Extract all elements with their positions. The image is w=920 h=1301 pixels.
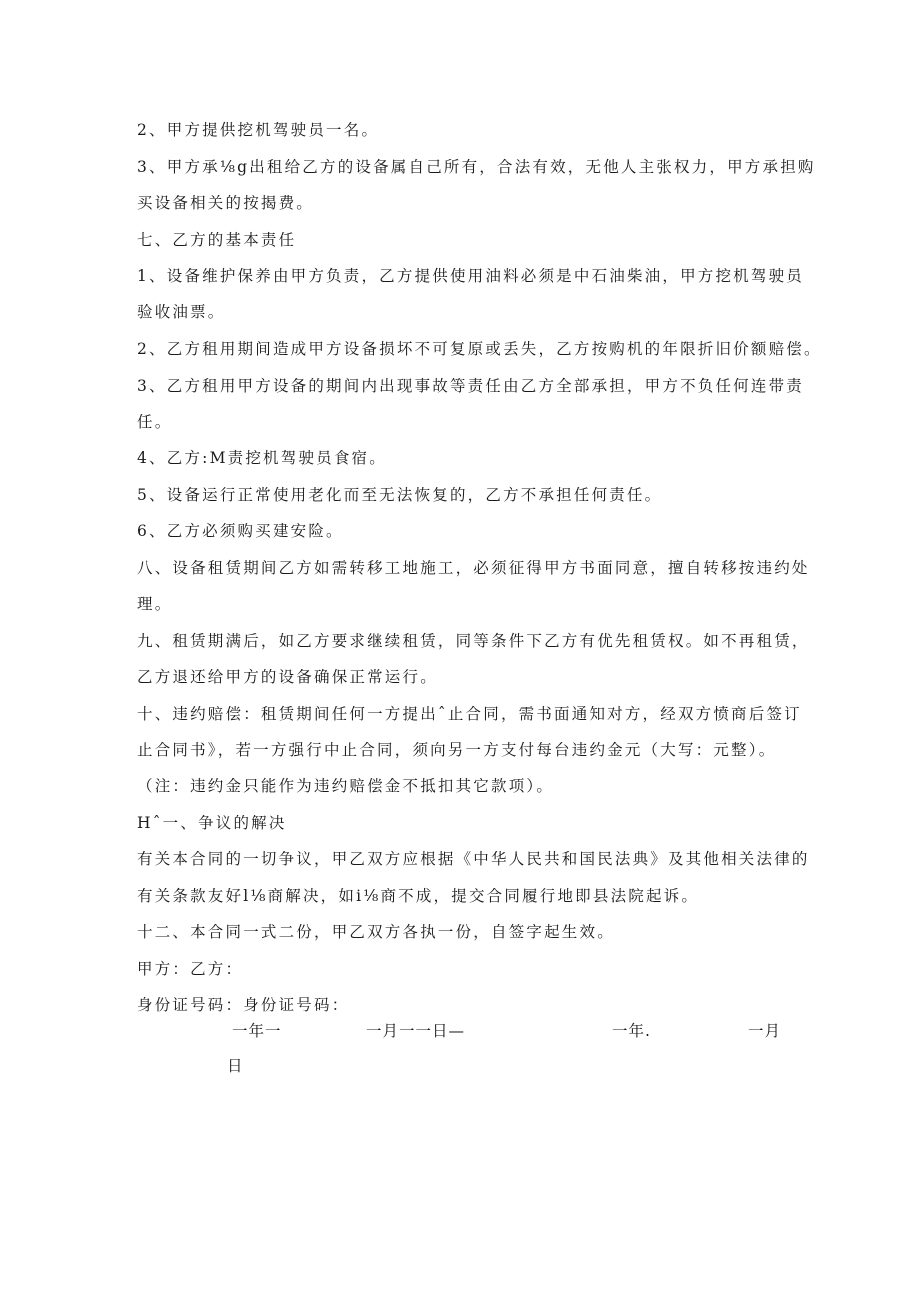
clause-party-b-4: 4、乙方:M责挖机驾驶员食宿。 [137,449,387,467]
section-7-heading: 七、乙方的基本责任 [137,231,297,249]
section-8-transfer-cont: 理。 [137,595,173,613]
section-10-breach-cont: 止合同书》，若一方强行中止合同，须向另一方支付每台违约金元（大写：元整）。 [137,741,777,759]
clause-7-3-ownership: 3、甲方承⅛g出租给乙方的设备属自己所有，合法有效，无他人主张权力，甲方承担购 [137,158,816,176]
signature-parties: 甲方：乙方： [137,960,244,978]
clause-party-b-1: 1、设备维护保养由甲方负责，乙方提供使用油料必须是中石油柴油，甲方挖机驾驶员 [137,267,804,285]
section-9-renewal: 九、租赁期满后，如乙方要求继续租赁，同等条件下乙方有优先租赁权。如不再租赁， [137,632,810,650]
clause-party-b-2: 2、乙方租用期间造成甲方设备损坏不可复原或丢失，乙方按购机的年限折旧价额赔偿。 [137,340,822,358]
date-day-b: 日 [227,1057,244,1075]
date-month-b: 一月 [748,1022,782,1040]
section-12-copies: 十二、本合同一式二份，甲乙双方各执一份，自签字起生效。 [137,923,615,941]
clause-7-3-ownership-cont: 买设备相关的按揭费。 [137,194,315,212]
date-month-day-a: 一月一一日— [366,1022,466,1040]
section-8-transfer: 八、设备租赁期间乙方如需转移工地施工，必须征得甲方书面同意，擅自转移按违约处 [137,559,810,577]
signature-id-numbers: 身份证号码：身份证号码： [137,996,350,1014]
section-11-heading: Hˆ一、争议的解决 [137,814,287,832]
date-year-b: 一年. [612,1022,651,1040]
date-year-a: 一年一 [232,1022,282,1040]
clause-party-b-3-cont: 任。 [137,413,173,431]
section-10-breach: 十、违约赔偿：租赁期间任何一方提出ˆ止合同，需书面通知对方，经双方愤商后签订 [137,705,802,723]
section-9-renewal-cont: 乙方退还给甲方的设备确保正常运行。 [137,668,438,686]
clause-party-b-5: 5、设备运行正常使用老化而至无法恢复的，乙方不承担任何责任。 [137,486,663,504]
clause-party-b-3: 3、乙方租用甲方设备的期间内出现事故等责任由乙方全部承担，甲方不负任何连带责 [137,377,804,395]
section-10-note: （注：违约金只能作为违约赔偿金不抵扣其它款项）。 [137,777,555,795]
clause-party-b-6: 6、乙方必须购买建安险。 [137,522,344,540]
clause-party-b-1-cont: 验收油票。 [137,303,226,321]
clause-7-2-equipment-operator: 2、甲方提供挖机驾驶员一名。 [137,121,380,139]
section-11-dispute-cont: 有关条款友好l⅛商解决，如i⅛商不成，提交合同履行地即县法院起诉。 [137,887,700,905]
section-11-dispute: 有关本合同的一切争议，甲乙双方应根据《中华人民共和国民法典》及其他相关法律的 [137,850,810,868]
